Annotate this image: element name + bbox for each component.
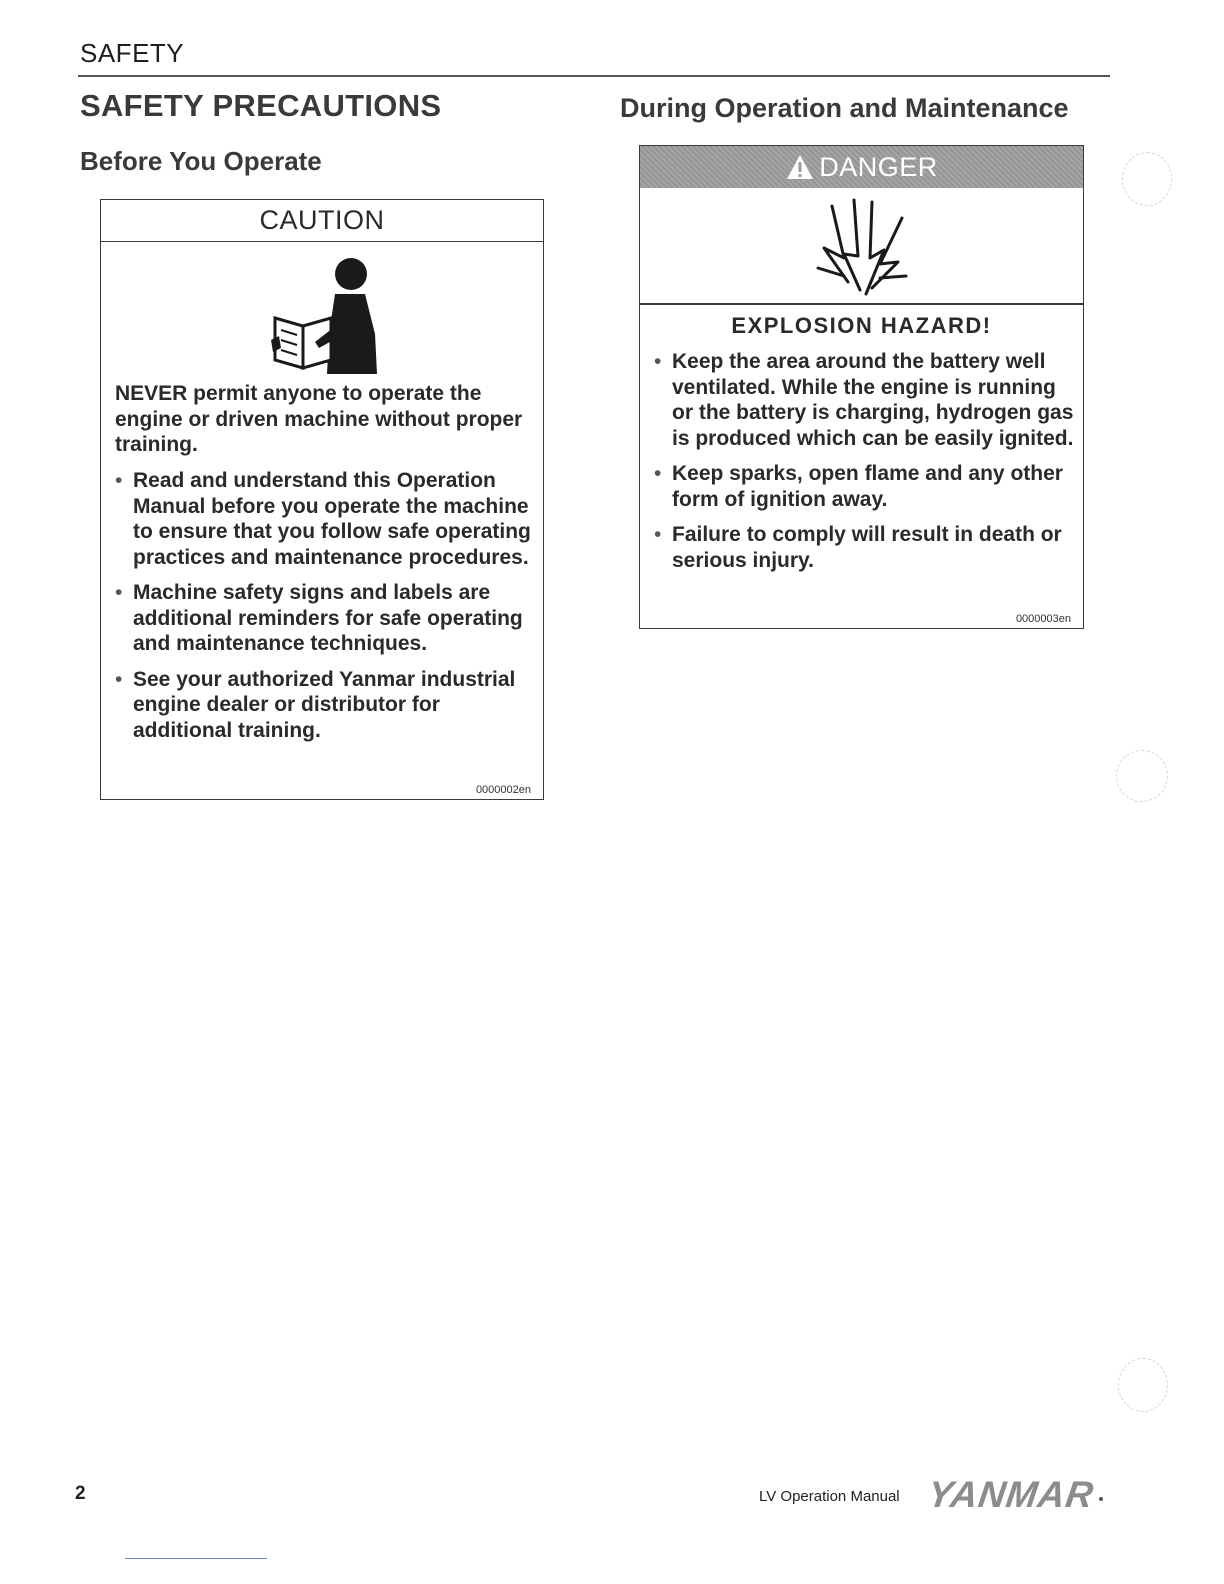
- section-label: SAFETY: [80, 38, 185, 68]
- danger-label: DANGER: [819, 151, 938, 182]
- left-subtitle: Before You Operate: [80, 146, 322, 176]
- hazard-title: EXPLOSION HAZARD!: [731, 313, 992, 338]
- caution-bullet-list: [115, 468, 535, 753]
- list-item: • Keep the area around the battery well ventilated. While the engine is running or the battery is charging, hydrogen gas is produced which can be easily ignited.: [654, 349, 1079, 451]
- page-number: 2: [75, 1483, 86, 1504]
- caution-title: CAUTION: [101, 200, 543, 242]
- list-item: • Keep sparks, open flame and any other form of ignition away.: [654, 461, 1079, 512]
- right-subtitle: During Operation and Maintenance: [620, 93, 1069, 123]
- punch-hole-decoration: [1116, 750, 1168, 802]
- punch-hole-decoration: [1118, 1358, 1168, 1412]
- danger-banner: [640, 146, 1083, 188]
- brand-logo: YANMAR: [925, 1474, 1097, 1515]
- punch-hole-decoration: [1122, 152, 1172, 206]
- caution-code: 0000002en: [475, 784, 531, 796]
- page-title: SAFETY PRECAUTIONS: [80, 88, 442, 123]
- brand-registered-dot: [1099, 1497, 1103, 1501]
- danger-code: 0000003en: [1015, 613, 1071, 625]
- list-item: • Machine safety signs and labels are additional reminders for safe operating and maintenance techniques.: [115, 580, 535, 657]
- danger-divider: [640, 303, 1083, 305]
- person-reading-manual-icon: [265, 256, 395, 374]
- manual-name: LV Operation Manual: [759, 1488, 900, 1505]
- caution-box: [100, 199, 544, 800]
- explosion-icon: [814, 198, 910, 296]
- list-item: • See your authorized Yanmar industrial engine dealer or distributor for additional training.: [115, 667, 535, 744]
- caution-intro: NEVER permit anyone to operate the engine or driven machine without proper training.: [115, 382, 523, 456]
- danger-box: [639, 145, 1084, 629]
- danger-bullet-list: [654, 349, 1079, 583]
- bottom-link-underline: [125, 1558, 267, 1559]
- list-item: • Read and understand this Operation Manual before you operate the machine to ensure that you follow safe operating practices and maintenance procedures.: [115, 468, 535, 570]
- list-item: • Failure to comply will result in death or serious injury.: [654, 522, 1079, 573]
- header-rule: [78, 75, 1110, 77]
- warning-triangle-icon: [785, 153, 815, 181]
